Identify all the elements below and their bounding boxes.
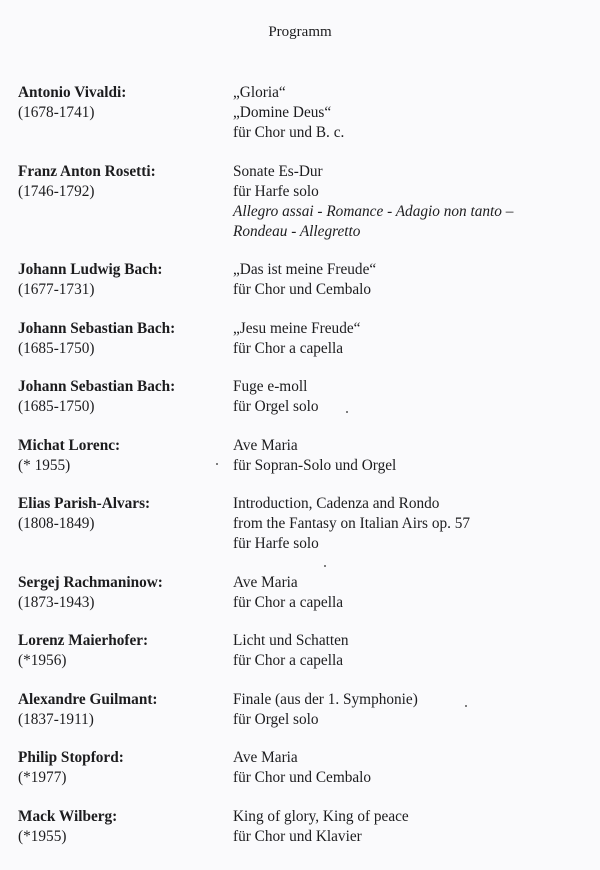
composer [18,748,233,788]
work-line: „Das ist meine Freude“ [233,261,377,278]
work [233,807,588,847]
work-line: für Harfe solo [233,535,319,552]
work-line: für Chor und Cembalo [233,281,372,298]
scan-speck [465,705,467,707]
composer-dates: (1678-1741) [18,104,95,121]
program-entry [18,690,588,730]
composer [18,377,233,417]
composer-dates: (*1955) [18,827,67,845]
composer [18,573,233,613]
program-entry [18,807,588,847]
composer-name: Johann Ludwig Bach: [18,261,163,278]
composer-name: Johann Sebastian Bach: [18,319,176,337]
composer-name: Antonio Vivaldi: [18,84,127,101]
program-entry [18,494,588,554]
work-line: für Harfe solo [233,182,319,200]
composer-dates: (1746-1792) [18,182,95,200]
composer [18,631,233,671]
work-line: „Gloria“ [233,84,286,101]
work-line: Allegro assai - Romance - Adagio non tanto – [233,202,514,220]
composer [18,494,233,554]
composer-dates: (1677-1731) [18,281,95,298]
scan-speck [346,411,348,413]
composer-dates: (*1956) [18,652,67,669]
work-line: für Orgel solo [233,398,319,415]
work-line: „Domine Deus“ [233,104,332,121]
work [233,573,588,613]
program-entry [18,83,588,143]
work-line: Finale (aus der 1. Symphonie) [233,690,418,708]
program-entry [18,436,588,476]
composer [18,319,233,359]
work-line: für Chor und Cembalo [233,769,372,786]
program-entry [18,162,588,242]
work-line: für Chor und Klavier [233,827,362,845]
composer-dates: (1685-1750) [18,398,95,415]
composer [18,436,233,476]
composer [18,162,233,242]
composer-name: Alexandre Guilmant: [18,690,158,708]
work [233,162,588,242]
work-line: für Chor a capella [233,652,343,669]
composer-dates: (1873-1943) [18,593,95,611]
program-list [18,83,588,865]
program-entry [18,319,588,359]
scan-speck [324,565,326,567]
work [233,436,588,476]
composer-name: Johann Sebastian Bach: [18,378,176,395]
work-line: from the Fantasy on Italian Airs op. 57 [233,515,471,532]
work-line: Fuge e-moll [233,378,308,395]
work [233,319,588,359]
work-line: „Jesu meine Freude“ [233,319,361,337]
work-line: für Sopran-Solo und Orgel [233,456,397,474]
program-title: Programm [268,24,332,40]
work-line: für Chor a capella [233,339,343,357]
composer-name: Philip Stopford: [18,749,124,766]
work-line: für Chor a capella [233,593,343,611]
composer-name: Sergej Rachmaninow: [18,573,163,591]
work-line: Licht und Schatten [233,632,349,649]
work [233,83,588,143]
composer-dates: (1685-1750) [18,339,95,357]
composer [18,83,233,143]
composer-dates: (*1977) [18,769,67,786]
work-line: Ave Maria [233,749,298,766]
work-line: Rondeau - Allegretto [233,222,361,240]
work [233,690,588,730]
program-entry [18,748,588,788]
work-line: Ave Maria [233,573,298,591]
composer-name: Mack Wilberg: [18,807,118,825]
work [233,377,588,417]
composer-name: Elias Parish-Alvars: [18,495,151,512]
composer-dates: (1837-1911) [18,710,94,728]
composer [18,690,233,730]
work [233,748,588,788]
composer-dates: (1808-1849) [18,515,95,532]
program-entry [18,260,588,300]
program-entry [18,573,588,613]
work-line: Ave Maria [233,436,298,454]
composer [18,807,233,847]
composer [18,260,233,300]
program-entry [18,377,588,417]
work-line: für Orgel solo [233,710,319,728]
composer-name: Lorenz Maierhofer: [18,632,149,649]
composer-name: Michat Lorenc: [18,436,121,454]
work-line: für Chor und B. c. [233,124,345,141]
work [233,631,588,671]
program-entry [18,631,588,671]
work [233,494,588,554]
work-line: King of glory, King of peace [233,807,409,825]
work-line: Sonate Es-Dur [233,162,323,180]
composer-dates: (* 1955) [18,456,71,474]
composer-name: Franz Anton Rosetti: [18,162,156,180]
scan-speck [216,463,218,465]
work [233,260,588,300]
work-line: Introduction, Cadenza and Rondo [233,495,440,512]
